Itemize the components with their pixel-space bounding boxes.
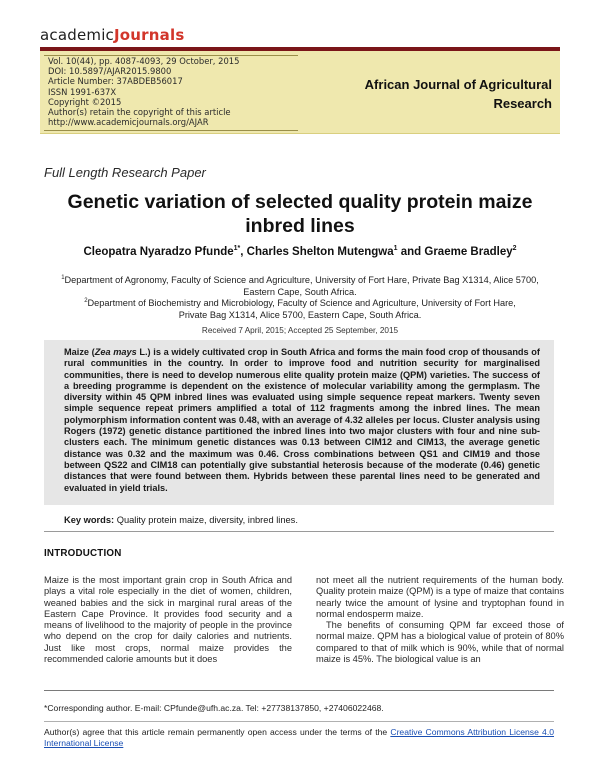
license-link[interactable]: Creative Commons Attribution License 4.0 International License (44, 727, 555, 748)
abstract-lead: Maize ( (64, 347, 95, 357)
journal-name (352, 75, 552, 113)
affiliation-2-text: Department of Biochemistry and Microbiology, Faculty of Science and Agriculture, University of Fort Hare, (87, 298, 516, 309)
author-name: Cleopatra Nyaradzo Pfunde (83, 245, 234, 258)
author-sup: 2 (512, 245, 517, 252)
meta-doi: DOI: 10.5897/AJAR2015.9800 (48, 66, 172, 77)
title-line1: Genetic variation of selected quality protein maize (67, 191, 533, 213)
journal-name-line2: Research (493, 96, 552, 111)
title-line2: inbred lines (245, 215, 355, 237)
affiliation-1-text: Department of Agronomy, Faculty of Science and Agriculture, University of Fort Hare, Private Bag X1314, Alice 5700, (64, 275, 539, 286)
meta-url[interactable]: http://www.academicjournals.org/AJAR (48, 117, 209, 128)
received-accepted-dates: Received 7 April, 2015; Accepted 25 September, 2015 (201, 326, 399, 335)
paper-title (40, 190, 560, 238)
author-list (40, 245, 560, 258)
intro-paragraph: The benefits of consuming QPM far exceed those of normal maize. QPM has a biological value of protein of 80% compared to that of milk which is 90%, while that of normal maize is 45%. The biological value is an (316, 620, 564, 665)
intro-right-column (316, 575, 564, 665)
author-name: Charles Shelton Mutengwa (246, 245, 394, 258)
footer-divider-2 (44, 721, 554, 722)
intro-paragraph: not meet all the nutrient requirements of the human body. Quality protein maize (QPM) is a type of maize that contains nearly twice the amount of lysine and tryptophan found in normal endosperm maize. (316, 575, 564, 619)
footer-divider (44, 690, 554, 691)
author-sep: and (397, 245, 425, 258)
meta-copyright: Copyright ©2015 (48, 96, 122, 107)
affiliation-1-line2: Eastern Cape, South Africa. (243, 286, 357, 297)
affiliation-2-line1 (40, 296, 560, 310)
meta-rights: Author(s) retain the copyright of this article (48, 107, 231, 118)
keywords-divider (44, 531, 554, 532)
affiliation-1-line1 (40, 273, 560, 287)
abstract-box (44, 340, 554, 505)
abstract-species: Zea mays (94, 347, 137, 357)
abstract-text (44, 340, 554, 494)
journal-publisher-logo (40, 26, 184, 44)
license-text: Author(s) agree that this article remain permanently open access under the terms of the (44, 727, 391, 737)
logo-academic: academic (40, 26, 115, 44)
author-sep: , (240, 245, 247, 258)
logo-journals: Journals (114, 26, 185, 44)
keywords-label: Key words: (64, 515, 115, 525)
corresponding-author: *Corresponding author. E-mail: CPfunde@ufh.ac.za. Tel: +27738137850, +27406022468. (44, 703, 384, 713)
author-sup: 1* (233, 245, 241, 252)
author-name: Graeme Bradley (424, 245, 513, 258)
article-meta (48, 56, 298, 127)
author-sup: 1 (393, 245, 398, 252)
keywords-text: Quality protein maize, diversity, inbred lines. (114, 515, 298, 525)
affiliation-2-sup: 2 (84, 298, 88, 304)
intro-left-column (44, 575, 292, 665)
meta-issn: ISSN 1991-637X (48, 86, 117, 97)
meta-volume: Vol. 10(44), pp. 4087-4093, 29 October, 2015 (48, 56, 240, 66)
affiliation-2-line2: Private Bag X1314, Alice 5700, Eastern Cape, South Africa. (178, 309, 422, 320)
keywords (64, 515, 298, 525)
affiliation-1-sup: 1 (61, 275, 65, 281)
research-type: Full Length Research Paper (44, 165, 206, 180)
journal-name-line1: African Journal of Agricultural (364, 77, 552, 92)
license-statement (44, 727, 554, 749)
intro-paragraph: Maize is the most important grain crop in South Africa and plays a vital role especially in the diet of women, children, weaned babies and the sick in marginal rural areas of the Eastern Cape Province. It provides food security and a means of livelihood to the majority of people in the province who depend on the crop for daily calories and nutrients. Just like most crops, normal maize provides the recommended calorie amounts but it does (44, 575, 292, 665)
meta-article-number: Article Number: 37ABDEB56017 (48, 76, 183, 87)
abstract-body: L.) is a widely cultivated crop in South Africa and forms the main food crop of thousands of rural communities in the country. In order to improve food and nutrition security for marginalised communities, there is need to develop numerous elite quality protein maize (QPM) varieties. The success of a breeding programme is dependent on the existence of molecular variability among the germplasm. The diversity within 45 QPM inbred lines was evaluated using simple sequence repeat markers. Twenty seven simple sequence repeat primers amplified a total of 112 fragments among the inbred lines. The mean polymorphism information content was 0.48, with an average of 4.32 alleles per locus. Cluster analysis using Rogers (1972) genetic distance partitioned the inbred lines into two major clusters with four and nine sub-clusters each. The minimum genetic distances was 0.13 between CIM12 and CIM13, the average genetic distance was 0.32 and the maximum was 0.46. Cross combinations between QS1 and CIM19 and those between QS22 and CIM18 can potentially give substantial heterosis because of the moderate (0.46) genetic distances that were found between them. Hybrids between these parental lines need to be generated and evaluated in yield trials. (64, 347, 540, 493)
section-heading-introduction: INTRODUCTION (44, 548, 122, 559)
affiliation-1 (40, 273, 560, 299)
affiliation-2 (40, 296, 560, 322)
